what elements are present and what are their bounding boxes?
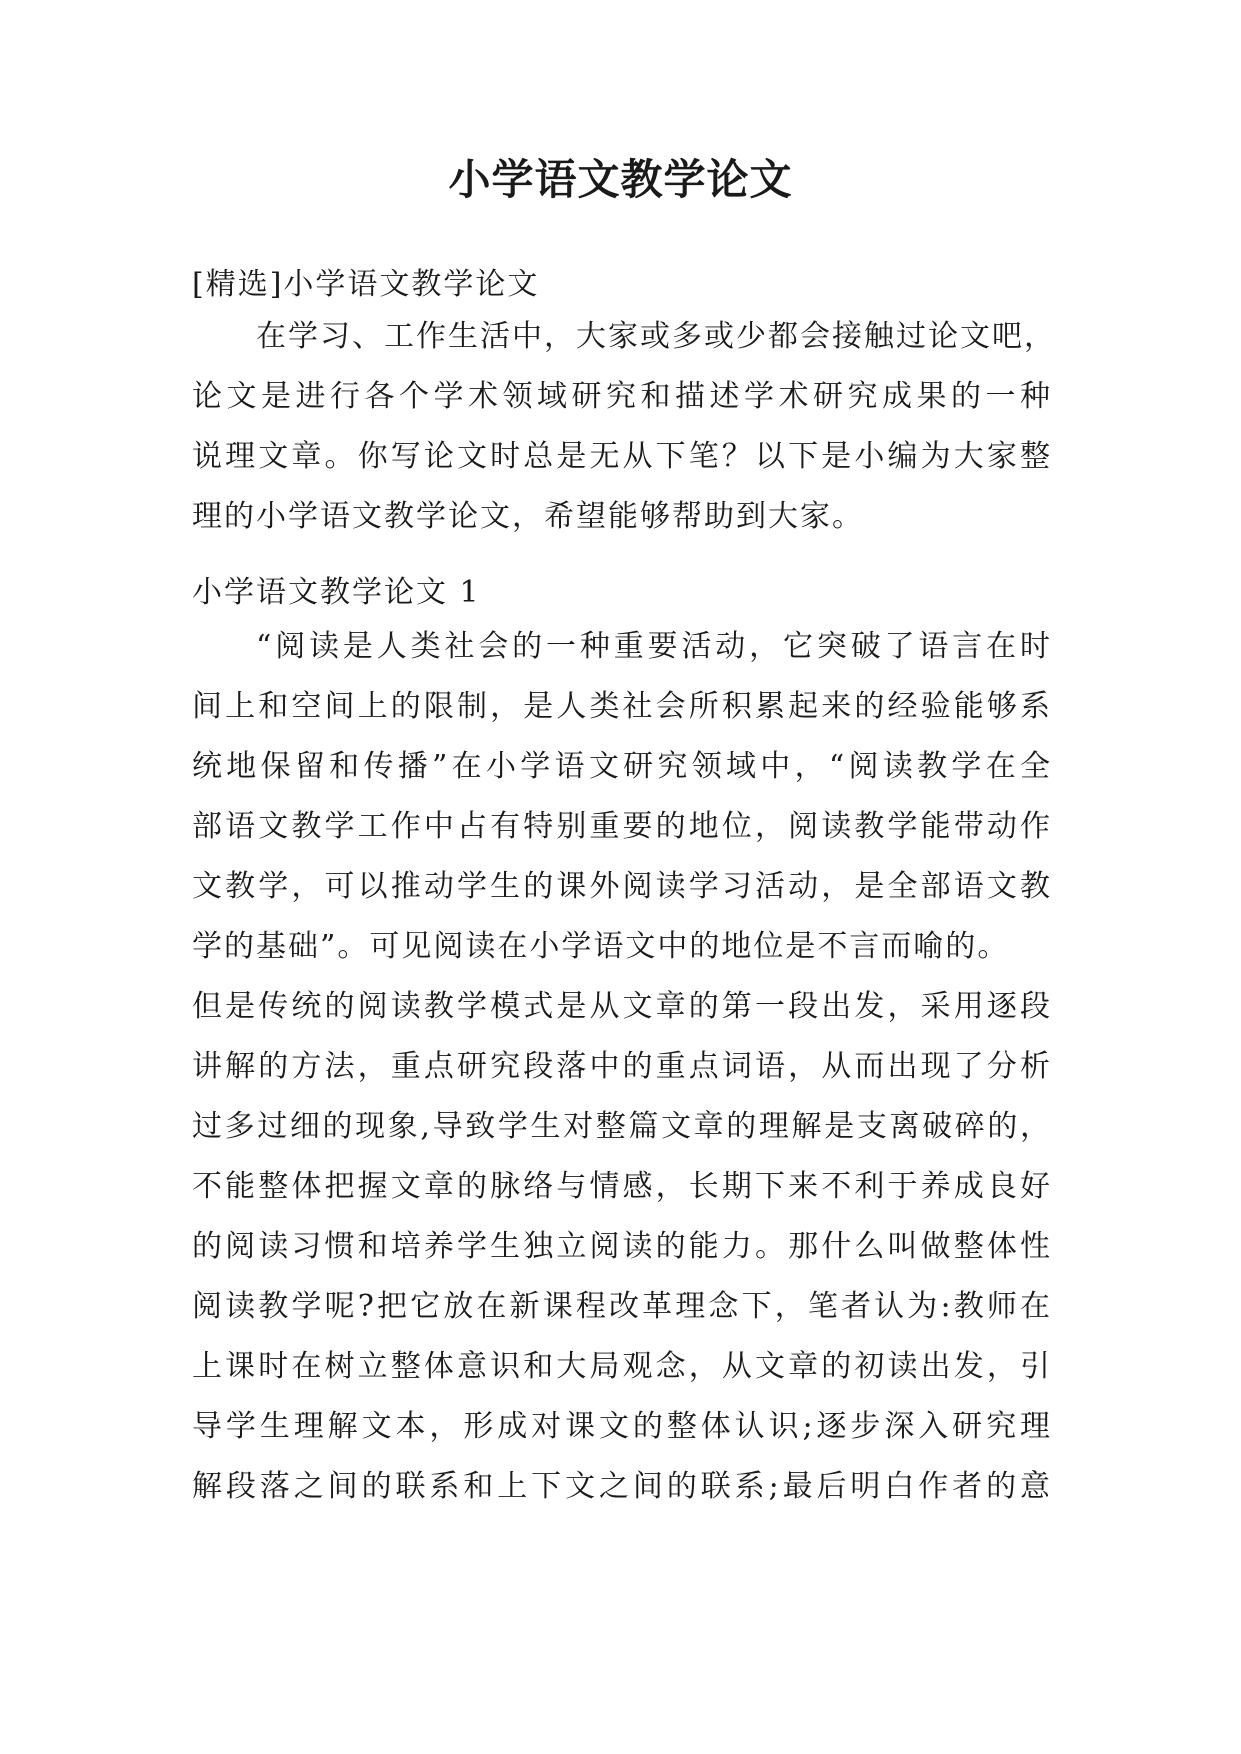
paragraph-line: 上课时在树立整体意识和大局观念，从文章的初读出发，引 bbox=[192, 1349, 1052, 1384]
paragraph-line: 在学习、工作生活中，大家或多或少都会接触过论文吧， bbox=[256, 319, 1056, 354]
paragraph-line: 的阅读习惯和培养学生独立阅读的能力。那什么叫做整体性 bbox=[192, 1229, 1052, 1264]
paragraph-line: 统地保留和传播”在小学语文研究领域中，“阅读教学在全 bbox=[192, 749, 1052, 784]
paragraph-line: 解段落之间的联系和上下文之间的联系;最后明白作者的意 bbox=[192, 1469, 1052, 1504]
paragraph-line: 学的基础”。可见阅读在小学语文中的地位是不言而喻的。 bbox=[192, 929, 1010, 964]
paragraph-line: 讲解的方法，重点研究段落中的重点词语，从而出现了分析 bbox=[192, 1049, 1052, 1084]
paragraph-line: 文教学，可以推动学生的课外阅读学习活动，是全部语文教 bbox=[192, 869, 1052, 904]
intro-paragraph bbox=[192, 307, 1056, 547]
paragraph-line: 说理文章。你写论文时总是无从下笔？以下是小编为大家整 bbox=[192, 439, 1052, 474]
paragraph-line: “阅读是人类社会的一种重要活动，它突破了语言在时 bbox=[256, 629, 1052, 664]
section-paragraph bbox=[192, 617, 1052, 1517]
section-heading: 小学语文教学论文 1 bbox=[192, 575, 481, 610]
paragraph-line: 论文是进行各个学术领域研究和描述学术研究成果的一种 bbox=[192, 379, 1052, 414]
paragraph-line: 过多过细的现象,导致学生对整篇文章的理解是支离破碎的， bbox=[192, 1109, 1052, 1144]
paragraph-line: 不能整体把握文章的脉络与情感，长期下来不利于养成良好 bbox=[192, 1169, 1052, 1204]
document-title: 小学语文教学论文 bbox=[448, 155, 793, 204]
paragraph-line: 但是传统的阅读教学模式是从文章的第一段出发，采用逐段 bbox=[192, 989, 1052, 1024]
paragraph-line: 导学生理解文本，形成对课文的整体认识;逐步深入研究理 bbox=[192, 1409, 1052, 1444]
paragraph-line: 阅读教学呢?把它放在新课程改革理念下，笔者认为:教师在 bbox=[192, 1289, 1052, 1324]
paragraph-line: 间上和空间上的限制，是人类社会所积累起来的经验能够系 bbox=[192, 689, 1052, 724]
paragraph-line: 部语文教学工作中占有特别重要的地位，阅读教学能带动作 bbox=[192, 809, 1052, 844]
document-subtitle: [精选]小学语文教学论文 bbox=[192, 267, 540, 302]
paragraph-line: 理的小学语文教学论文，希望能够帮助到大家。 bbox=[192, 499, 864, 534]
